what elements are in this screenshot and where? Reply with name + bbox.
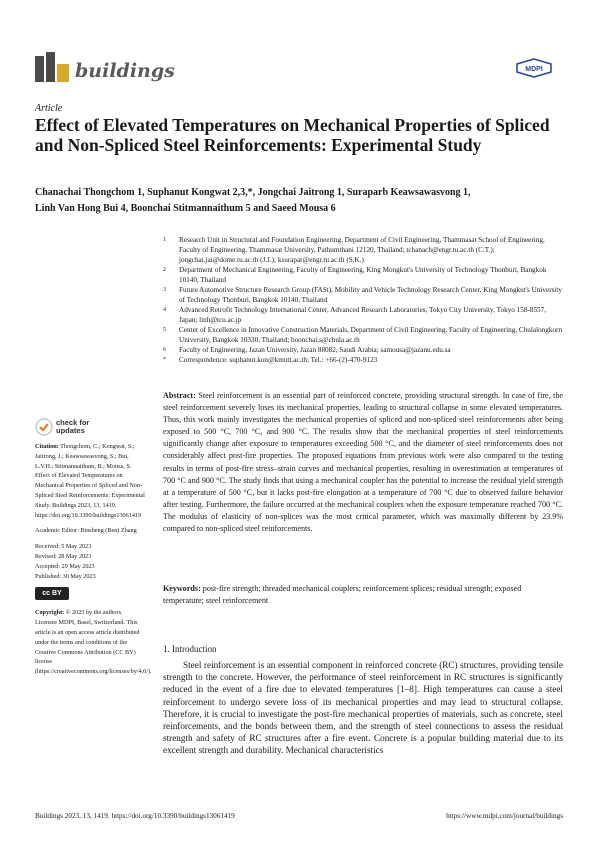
affiliation-item bbox=[163, 325, 563, 345]
keywords bbox=[163, 583, 563, 607]
affiliation-number: * bbox=[163, 357, 166, 363]
affiliation-text: Department of Mechanical Engineering, Faculty of Engineering, King Mongkut's University of Technology Thonburi, Bangkok 10140, Thailand bbox=[179, 266, 547, 284]
affiliation-item bbox=[163, 235, 563, 265]
sidebar bbox=[35, 418, 152, 683]
abstract-text: Steel reinforcement is an essential part of reinforced concrete, providing structural strength. In case of fire, the steel reinforcement severely loses its mechanical properties, leading to structural collapse in some elevated temperatures. Thus, this work mainly investigates the mechanical properties of spliced and non-spliced steel reinforcements after being exposed to 500 °C, 700 °C, and 900 °C. The results show that the mechanical properties of steel reinforcements significantly change after exposure to temperatures exceeding 500 °C, and the diameter of steel reinforcements does not considerably affect post-fire properties. The proposed equations from previous work were also compared to the testing results in terms of post-fire stress–strain curves and mechanical properties, resulting in overestimation at temperatures of 700 °C and 900 °C. The study finds that using a mechanical coupler has the potential to increase the residual yield strength at a temperature of 500 °C, but it lacks post-fire elongation at a temperature of 700 °C due to observed failure behavior after testing. Furthermore, the failure occurred at the mechanical couplers when the exposure temperature reached 700 °C. The modulus of elasticity of non-splices was the most critical parameter, which was maximally different by 23.9% compared to non-spliced steel reinforcements. bbox=[163, 391, 564, 534]
affiliation-item bbox=[163, 265, 563, 285]
check-for-updates[interactable] bbox=[35, 418, 145, 436]
affiliation-number: 1 bbox=[163, 237, 166, 243]
revised-date: Revised: 28 May 2023 bbox=[35, 552, 92, 560]
affiliation-item bbox=[163, 305, 563, 325]
affiliation-text: Research Unit in Structural and Foundation Engineering, Department of Civil Engineering, Thammasat School of Engineering, Faculty of Engineering, Thammasat University, Pathumthani 12120, Thailand; tchanach@engr.tu.ac.th (C.T.); jongchai.jai@dome.tu.ac.th (J.J.); ksurapar@engr.tu.ac.th (S.K.) bbox=[179, 236, 545, 264]
copyright-text: © 2023 by the authors. Licensee MDPI, Basel, Switzerland. This article is an open access article distributed under the terms and conditions of the Creative Commons Attribution (CC BY) license (https://creativecommons.org/licenses/by/4.0/). bbox=[35, 609, 152, 676]
mdpi-logo-icon bbox=[514, 58, 554, 78]
page-footer bbox=[35, 812, 563, 820]
dates-block bbox=[35, 542, 145, 581]
author-line-2: Linh Van Hong Bui 4, Boonchai Stitmannaithum 5 and Saeed Mousa 6 bbox=[35, 202, 336, 214]
academic-editor: Academic Editor: Binsheng (Ben) Zhang bbox=[35, 527, 137, 535]
affiliation-number: 6 bbox=[163, 347, 166, 353]
keywords-text: post-fire strength; threaded mechanical couplers; reinforcement splices; residual strength; exposed temperature; steel reinforcement bbox=[163, 584, 522, 606]
affiliations bbox=[163, 235, 563, 365]
introduction-paragraph: Steel reinforcement is an essential component in reinforced concrete (RC) structures, providing tensile strength to the concrete. However, the performance of steel reinforcement in RC structures is significantly reduced in the event of a fire due to elevated temperatures [1–8]. High temperatures can cause a steel reinforcement to undergo severe loss of its mechanical properties and may lead to structural collapse. Therefore, it is crucial to investigate the post-fire mechanical properties of materials, such as concrete, steel reinforcements, and the bonds between them, and the strength of steel connections to assess the residual strength and safety of RC structures after a fire event. Concrete is a popular building material due to its excellent strength and durability. Mechanical characteristics bbox=[163, 660, 563, 756]
affiliation-text: Faculty of Engineering, Jazan University, Jazan 88082, Saudi Arabia; samousa@jazanu.edu.sa bbox=[179, 346, 451, 354]
affiliation-item bbox=[163, 345, 563, 355]
author-list bbox=[35, 185, 565, 216]
citation-block bbox=[35, 442, 145, 520]
affiliation-number: 4 bbox=[163, 307, 166, 313]
cc-license-badge[interactable] bbox=[35, 587, 145, 600]
svg-text:MDPI: MDPI bbox=[525, 66, 543, 73]
abstract bbox=[163, 390, 563, 535]
journal-name: buildings bbox=[75, 60, 175, 82]
copyright-label: Copyright: bbox=[35, 609, 65, 617]
affiliation-text: Future Automotive Structure Research Group (FASt), Mobility and Vehicle Technology Research Center, King Mongkut's University of Technology Thonburi, Bangkok 10140, Thailand bbox=[179, 286, 562, 304]
check-updates-icon bbox=[35, 418, 53, 436]
copyright-block bbox=[35, 608, 152, 677]
affiliation-text: Advanced Retrofit Technology International Center, Advanced Research Laboratories, Tokyo City University, Tokyo 158-8557, Japan; linh@tcu.ac.jp bbox=[179, 306, 546, 324]
affiliation-text: Center of Excellence in Innovative Construction Materials, Department of Civil Engineering, Faculty of Engineering, Chulalongkorn University, Bangkok 10330, Thailand; boonchai.s@chula.ac.th bbox=[179, 326, 563, 344]
footer-journal-link[interactable]: https://www.mdpi.com/journal/buildings bbox=[446, 812, 563, 820]
author-line-1: Chanachai Thongchom 1, Suphanut Kongwat 2,3,*, Jongchai Jaitrong 1, Suraparb Keawsawasvong 1, bbox=[35, 187, 471, 198]
section-heading: 1. Introduction bbox=[163, 644, 217, 654]
buildings-logo-icon bbox=[35, 52, 71, 82]
keywords-label: Keywords: bbox=[163, 584, 201, 593]
article-title: Effect of Elevated Temperatures on Mechanical Properties of Spliced and Non-Spliced Steel Reinforcements: Experimental Study bbox=[35, 115, 550, 155]
correspondence bbox=[163, 355, 563, 365]
affiliation-number: 5 bbox=[163, 327, 166, 333]
received-date: Received: 5 May 2023 bbox=[35, 543, 92, 551]
affiliation-number: 2 bbox=[163, 267, 166, 273]
affiliation-item bbox=[163, 285, 563, 305]
cc-by-icon: cc BY bbox=[35, 587, 69, 600]
check-line-2: updates bbox=[56, 426, 85, 435]
published-date: Published: 30 May 2023 bbox=[35, 572, 96, 580]
journal-logo bbox=[35, 52, 175, 82]
citation-text: Thongchom, C.; Kongwat, S.; Jaitrong, J.; Keawsawasvong, S.; Bui, L.V.H.; Stitmannaithum, B.; Mousa, S. Effect of Elevated Temperatures on Mechanical Properties of Spliced and Non-Spliced Steel Reinforcements: Experimental Study. Buildings 2023, 13, 1419. https://doi.org/10.3390/buildings13061419 bbox=[35, 443, 145, 519]
abstract-label: Abstract: bbox=[163, 391, 196, 400]
affiliation-number: 3 bbox=[163, 287, 166, 293]
footer-citation[interactable]: Buildings 2023, 13, 1419. https://doi.org/10.3390/buildings13061419 bbox=[35, 812, 235, 820]
correspondence-text: Correspondence: suphanut.kon@kmutt.ac.th; Tel.: +66-(2)-470-9123 bbox=[179, 356, 378, 364]
article-type: Article bbox=[35, 103, 63, 114]
accepted-date: Accepted: 29 May 2023 bbox=[35, 562, 95, 570]
citation-label: Citation: bbox=[35, 443, 59, 450]
check-line-1: check for bbox=[56, 418, 90, 427]
